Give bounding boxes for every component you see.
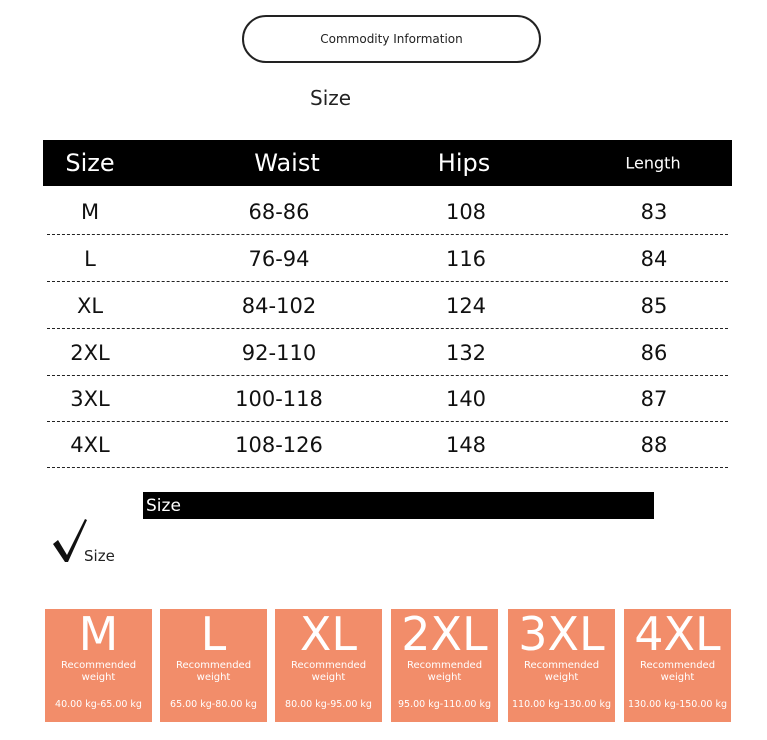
card-size: M xyxy=(78,609,119,661)
cell-length: 87 xyxy=(640,387,668,411)
table-row xyxy=(43,188,732,235)
commodity-info-pill xyxy=(242,15,541,63)
cell-waist: 100-118 xyxy=(235,387,323,411)
card-label-top: Recommended xyxy=(406,660,483,671)
size-card-l xyxy=(160,609,267,722)
card-size: 2XL xyxy=(401,609,488,661)
size-section-title: Size xyxy=(310,86,352,110)
card-label-bottom: weight xyxy=(81,672,116,683)
cell-length: 85 xyxy=(640,294,668,318)
cell-length: 84 xyxy=(640,247,668,271)
cell-hips: 140 xyxy=(445,387,487,411)
card-size: XL xyxy=(299,609,358,661)
cell-size: 2XL xyxy=(70,341,110,365)
cell-size: 4XL xyxy=(70,433,110,457)
card-label-top: Recommended xyxy=(639,660,716,671)
column-header-size: Size xyxy=(65,149,115,177)
commodity-info-label: Commodity Information xyxy=(320,32,463,46)
size-card-4xl xyxy=(624,609,731,722)
card-label-bottom: weight xyxy=(660,672,695,683)
size-guide-bar-label: Size xyxy=(146,495,181,516)
cell-hips: 132 xyxy=(445,341,487,365)
column-header-waist: Waist xyxy=(254,149,320,177)
size-card-m xyxy=(45,609,152,722)
card-weight-range: 40.00 kg-65.00 kg xyxy=(55,699,142,710)
cell-waist: 76-94 xyxy=(248,247,310,271)
cell-waist: 108-126 xyxy=(235,433,323,457)
card-label-bottom: weight xyxy=(544,672,579,683)
cell-size: XL xyxy=(76,294,104,318)
cell-size: L xyxy=(84,247,96,271)
card-label-top: Recommended xyxy=(175,660,252,671)
checkmark-icon xyxy=(52,518,88,568)
cell-length: 88 xyxy=(640,433,668,457)
cell-size: 3XL xyxy=(70,387,110,411)
column-header-hips: Hips xyxy=(437,149,491,177)
column-header-length: Length xyxy=(625,153,681,173)
card-weight-range: 65.00 kg-80.00 kg xyxy=(170,699,257,710)
size-card-3xl xyxy=(508,609,615,722)
cell-waist: 92-110 xyxy=(241,341,317,365)
cell-size: M xyxy=(80,200,100,224)
card-weight-range: 110.00 kg-130.00 kg xyxy=(511,699,611,710)
card-label-bottom: weight xyxy=(196,672,231,683)
cell-hips: 148 xyxy=(445,433,487,457)
card-label-top: Recommended xyxy=(60,660,137,671)
cell-waist: 68-86 xyxy=(248,200,310,224)
table-row xyxy=(43,421,732,468)
card-label-bottom: weight xyxy=(427,672,462,683)
table-row xyxy=(43,235,732,282)
size-guide-bar xyxy=(143,492,654,519)
card-size: 3XL xyxy=(518,609,605,661)
cell-hips: 116 xyxy=(445,247,487,271)
table-row xyxy=(43,282,732,329)
card-weight-range: 130.00 kg-150.00 kg xyxy=(627,699,727,710)
size-card-xl xyxy=(275,609,382,722)
table-row xyxy=(43,375,732,422)
card-size: 4XL xyxy=(634,609,721,661)
cell-length: 83 xyxy=(640,200,668,224)
cell-waist: 84-102 xyxy=(241,294,317,318)
card-label-top: Recommended xyxy=(290,660,367,671)
cell-length: 86 xyxy=(640,341,668,365)
check-label: Size xyxy=(84,547,115,565)
size-card-2xl xyxy=(391,609,498,722)
size-table-header xyxy=(43,140,732,186)
card-size: L xyxy=(200,609,227,661)
card-label-bottom: weight xyxy=(311,672,346,683)
card-label-top: Recommended xyxy=(523,660,600,671)
card-weight-range: 80.00 kg-95.00 kg xyxy=(285,699,372,710)
cell-hips: 108 xyxy=(445,200,487,224)
table-row xyxy=(43,329,732,376)
card-weight-range: 95.00 kg-110.00 kg xyxy=(398,699,491,710)
cell-hips: 124 xyxy=(445,294,487,318)
